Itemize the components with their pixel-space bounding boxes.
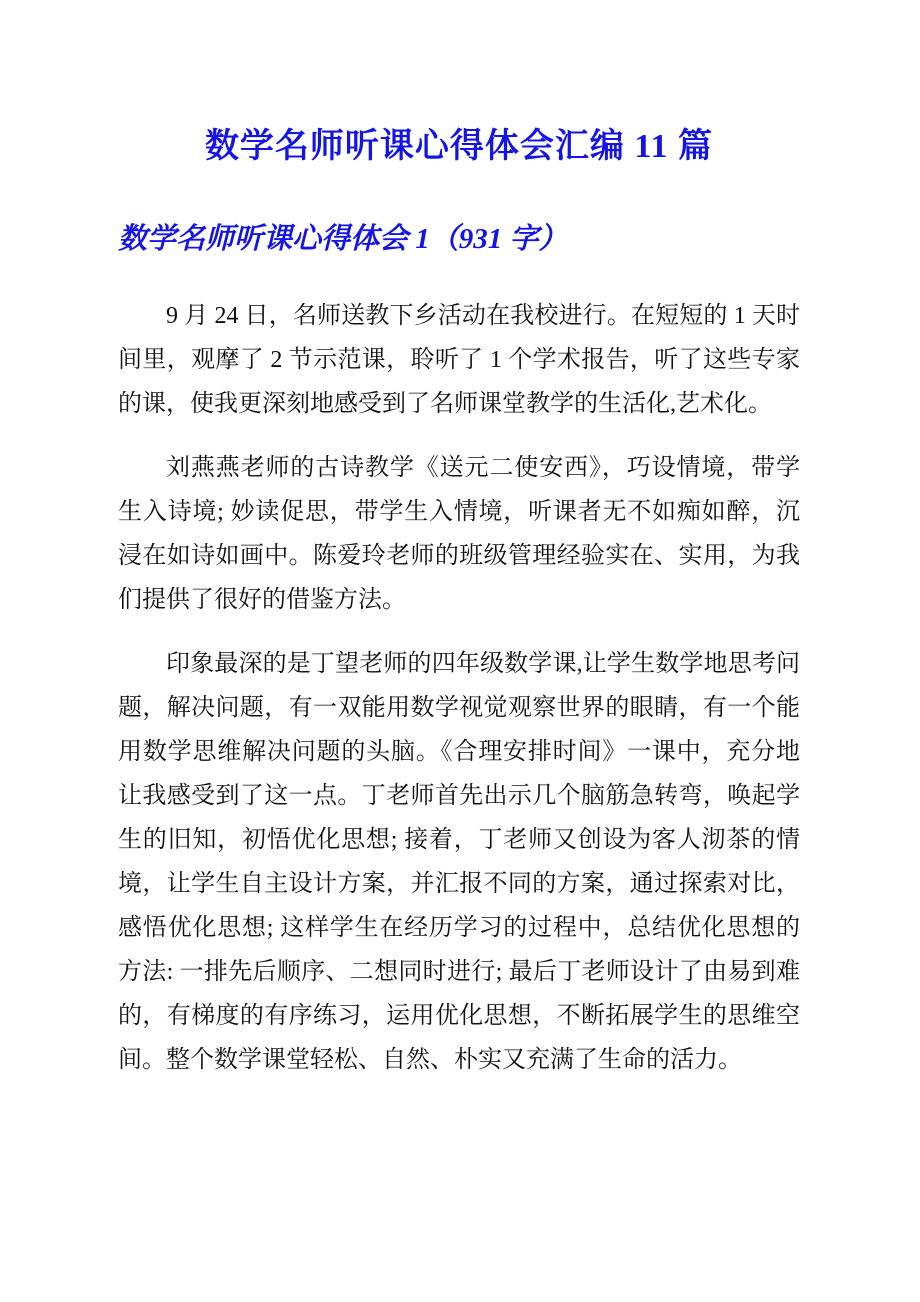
section-heading: 数学名师听课心得体会 1（931 字）: [118, 223, 568, 255]
paragraph-3: 印象最深的是丁望老师的四年级数学课,让学生数学地思考问题，解决问题，有一双能用数学视觉观察世界的眼睛，有一个能用数学思维解决问题的头脑。《合理安排时间》一课中，充分地让我感受到了这一点。丁老师首先出示几个脑筋急转弯，唤起学生的旧知，初悟优化思想; 接着，丁老师又创设为客人沏茶的情境，让学生自主设计方案，并汇报不同的方案，通过探索对比，感悟优化思想; 这样学生在经历学习的过程中，总结优化思想的方法: 一排先后顺序、二想同时进行; 最后丁老师设计了由易到难的，有梯度的有序练习，运用优化思想，不断拓展学生的思维空间。整个数学课堂轻松、自然、朴实又充满了生命的活力。: [118, 651, 800, 1073]
document-title: 数学名师听课心得体会汇编 11 篇: [204, 128, 714, 165]
paragraph-2: 刘燕燕老师的古诗教学《送元二使安西》，巧设情境，带学生入诗境; 妙读促思，带学生入情境，听课者无不如痴如醉，沉浸在如诗如画中。陈爱玲老师的班级管理经验实在、实用，为我们提供了很好的借鉴方法。: [118, 455, 800, 613]
paragraph-1: 9 月 24 日，名师送教下乡活动在我校进行。在短短的 1 天时间里，观摩了 2 节示范课，聆听了 1 个学术报告，听了这些专家的课，使我更深刻地感受到了名师课堂教学的生活化,艺术化。: [118, 303, 800, 417]
document-body: [118, 294, 800, 1082]
